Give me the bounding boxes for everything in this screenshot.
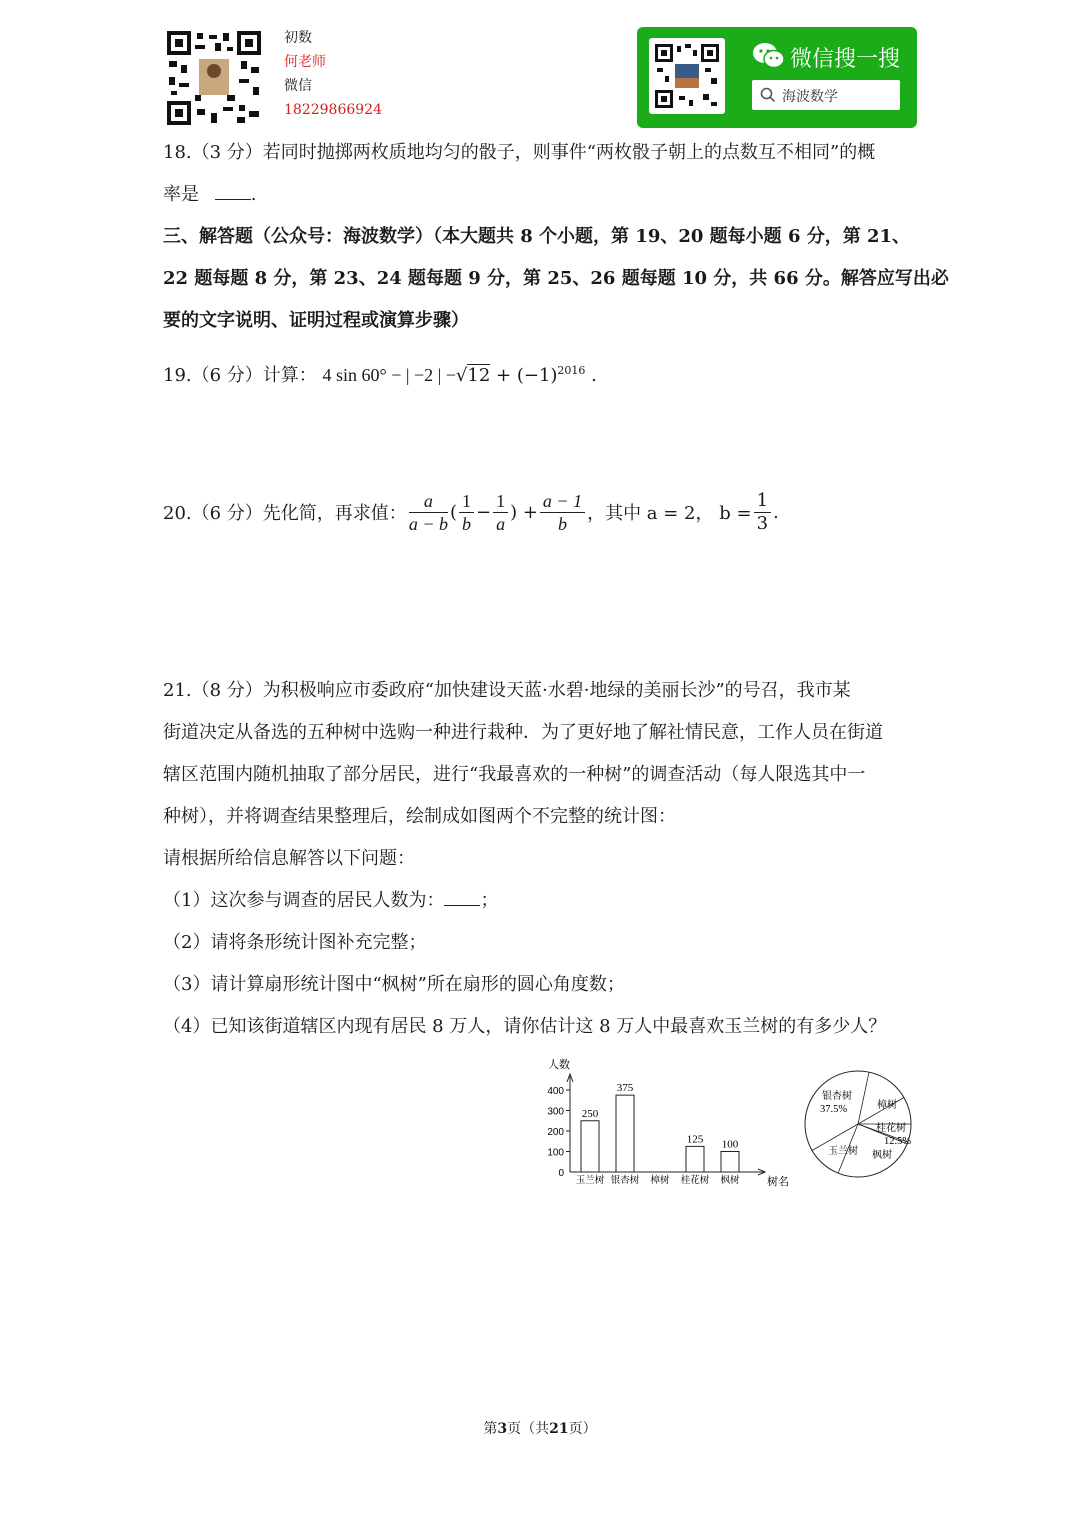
q20-condition: ，其中 a = 2， b = (587, 503, 752, 524)
q20-open-paren: ( (449, 501, 457, 523)
search-input[interactable] (752, 80, 900, 110)
phone-number: 18229866924 (284, 102, 382, 118)
category-label: 枫树 (720, 1175, 740, 1186)
pie-percent-label: 37.5% (820, 1104, 848, 1115)
q21-sub1-suffix: ； (480, 890, 499, 911)
pie-slice-label: 桂花树 (876, 1123, 906, 1134)
q21-sub1 (163, 890, 498, 912)
header-label: 初数 (284, 30, 312, 46)
pie-slice-label: 玉兰树 (828, 1146, 858, 1157)
y-tick-label: 0 (558, 1168, 564, 1179)
q18-line2-prefix: 率是 (163, 184, 199, 205)
category-label: 桂花树 (680, 1175, 710, 1186)
total-pages: 21 (549, 1421, 569, 1437)
bar-value-label: 250 (581, 1107, 599, 1120)
q20-fraction-3: $\frac{1}{a}$ (493, 490, 508, 535)
y-tick-label: 200 (547, 1127, 564, 1138)
q20-fraction-1: $\frac{a}{a - b}$ (408, 490, 448, 534)
category-label: 银杏树 (610, 1175, 640, 1186)
q21-line5: 请根据所给信息解答以下问题： (163, 848, 415, 869)
footer-text: 第 (483, 1421, 498, 1437)
q20-fraction-5: $\frac{1}{3}$ (754, 490, 771, 535)
q20-line (163, 488, 779, 536)
search-icon (760, 87, 776, 103)
q21-sub2: （2）请将条形统计图补充完整； (163, 932, 427, 953)
q21-sub4: （4）已知该街道辖区内现有居民 8 万人，请你估计这 8 万人中最喜欢玉兰树的有多少人？ (163, 1016, 887, 1037)
category-label: 玉兰树 (575, 1175, 605, 1186)
answer-blank (444, 891, 480, 906)
q20-close-paren: ) + (510, 501, 538, 523)
bar-value-label: 125 (686, 1133, 704, 1146)
header-label-wechat: 微信 (284, 78, 312, 94)
bar (581, 1121, 599, 1172)
bar-value-label: 375 (616, 1082, 634, 1095)
sqrt-icon: √ (455, 365, 468, 386)
y-tick-label: 100 (547, 1147, 564, 1159)
answer-blank (215, 185, 251, 200)
pie-percent-label: 12.5% (884, 1136, 912, 1147)
bar (721, 1152, 739, 1173)
pie-chart (800, 1066, 924, 1184)
q20-fraction-4: $\frac{a - 1}{b}$ (540, 490, 585, 535)
teacher-name: 何老师 (284, 54, 326, 70)
bar (616, 1095, 634, 1172)
pie-slice-label: 枫树 (872, 1150, 892, 1161)
q21-line2: 街道决定从备选的五种树中选购一种进行栽种．为了更好地了解社情民意，工作人员在街道 (163, 722, 883, 743)
q20-prefix: 20.（6 分）先化简，再求值： (163, 503, 407, 524)
category-label: 樟树 (650, 1175, 670, 1186)
section3-line2: 22 题每题 8 分，第 23、24 题每题 9 分，第 25、26 题每题 10 分，共 66 分。解答应写出必 (163, 268, 949, 289)
y-tick-label: 400 (547, 1086, 564, 1097)
footer-text: 页） (568, 1421, 597, 1437)
bar (686, 1146, 704, 1172)
q19-prefix: 19.（6 分）计算： (163, 365, 317, 386)
footer-text: 页（共 (507, 1421, 550, 1437)
search-query: 海波数学 (782, 89, 838, 105)
q21-sub1-prefix: （1）这次参与调查的居民人数为： (163, 890, 445, 911)
x-axis-label: 树名 (767, 1176, 789, 1188)
section3-line1: 三、解答题（公众号：海波数学）（本大题共 8 个小题，第 19、20 题每小题 6 分，第 21、 (163, 226, 911, 247)
q19-sqrt-value: 12 (467, 365, 491, 386)
q19-expr-a: 4 sin 60° − | −2 | − (322, 365, 456, 385)
q19-exponent: 2016 (557, 364, 586, 377)
q18-line2-suffix: . (250, 184, 257, 205)
wechat-logo-icon (752, 42, 786, 74)
q21-line4: 种树），并将调查结果整理后，绘制成如图两个不完整的统计图： (163, 806, 676, 827)
section3-line3: 要的文字说明、证明过程或演算步骤） (163, 310, 469, 331)
q21-sub3: （3）请计算扇形统计图中“枫树”所在扇形的圆心角度数； (163, 974, 625, 995)
page-footer (0, 1418, 1080, 1438)
qr-code-teacher (167, 31, 261, 125)
q19-expr-b: + (−1) (490, 365, 558, 386)
q20-fraction-2: $\frac{1}{b}$ (459, 490, 474, 535)
q21-line1: 21.（8 分）为积极响应市委政府“加快建设天蓝·水碧·地绿的美丽长沙”的号召，我市某 (163, 680, 851, 701)
q19-line (163, 360, 597, 387)
search-title: 微信搜一搜 (790, 47, 901, 72)
q20-end: . (773, 501, 779, 523)
q20-minus: − (476, 501, 492, 523)
qr-code-search (649, 38, 725, 114)
q18-line1: 18.（3 分）若同时抛掷两枚质地均匀的骰子，则事件“两枚骰子朝上的点数互不相同”的概 (163, 142, 876, 163)
q18-line2 (163, 184, 256, 206)
q19-end: . (591, 365, 597, 386)
y-tick-label: 300 (547, 1106, 564, 1118)
q21-line3: 辖区范围内随机抽取了部分居民，进行“我最喜欢的一种树”的调查活动（每人限选其中一 (163, 764, 866, 785)
pie-slice-label: 樟树 (877, 1100, 897, 1111)
bar-chart (520, 1052, 789, 1190)
bar-value-label: 100 (721, 1138, 739, 1151)
pie-slice-label: 银杏树 (822, 1091, 852, 1102)
y-axis-label: 人数 (548, 1059, 570, 1071)
page-number: 3 (497, 1421, 508, 1437)
